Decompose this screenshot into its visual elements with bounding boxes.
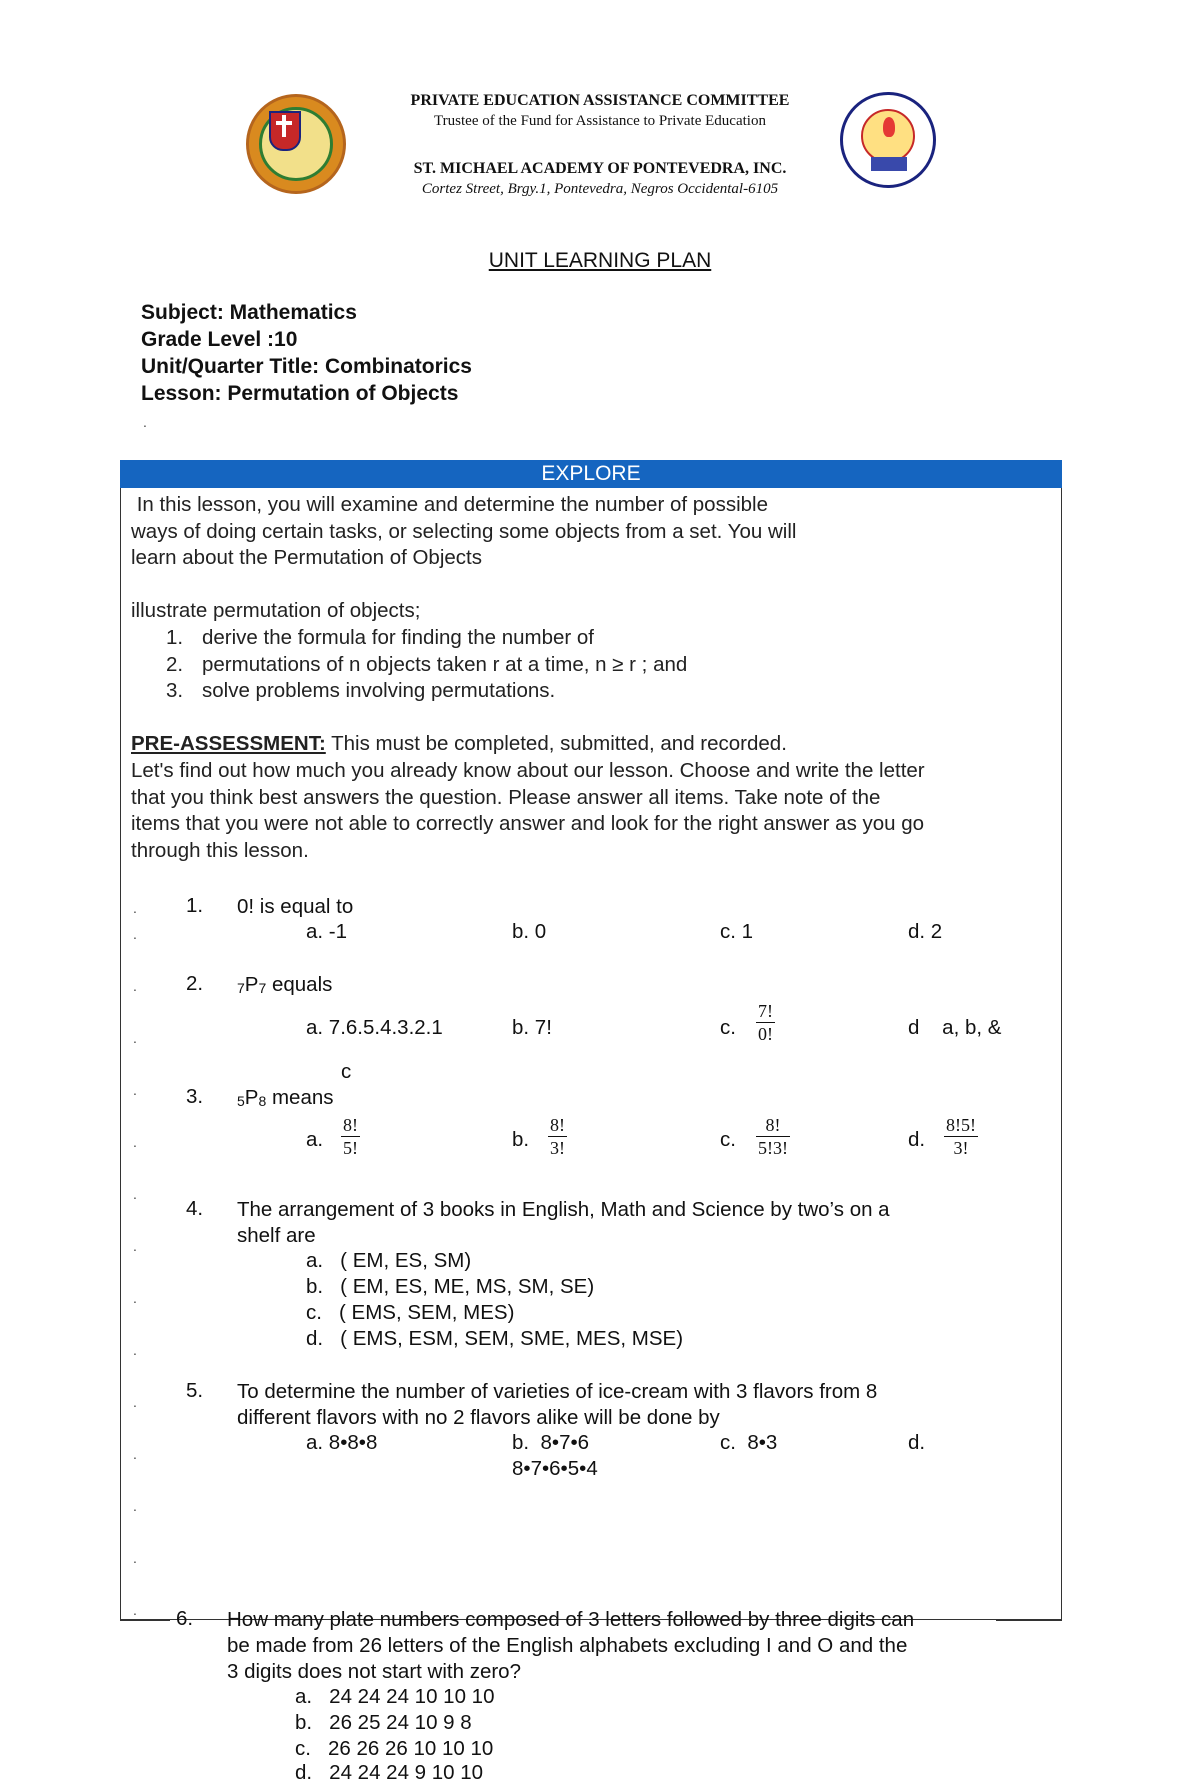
q3-option-d-fraction: $\frac{8!5!}{3!}$ bbox=[946, 1115, 976, 1158]
dot-mark: . bbox=[133, 1186, 137, 1202]
q1-option-d: d. 2 bbox=[908, 920, 943, 943]
q3-option-c: c. bbox=[720, 1128, 736, 1151]
objectives-list bbox=[166, 625, 687, 705]
q2-option-b: b. 7! bbox=[512, 1016, 552, 1039]
intro-line: learn about the Permutation of Objects bbox=[131, 546, 482, 569]
question-number: 2. bbox=[186, 972, 204, 995]
body-line: items that you were not able to correctly answer and look for the right answer as you go bbox=[131, 812, 925, 835]
grade-line: Grade Level :10 bbox=[141, 328, 298, 351]
dot-mark: . bbox=[133, 1602, 137, 1618]
q2-option-c-fraction: $\frac{7!}{0!}$ bbox=[758, 1001, 773, 1044]
school-address: Cortez Street, Brgy.1, Pontevedra, Negros Occidental-6105 bbox=[421, 181, 779, 197]
dot-mark: . bbox=[133, 978, 137, 994]
explore-intro bbox=[131, 492, 796, 572]
dot-mark: . bbox=[133, 1550, 137, 1566]
objective-item: 2. permutations of n objects taken r at a time, n ≥ r ; and bbox=[166, 652, 688, 676]
dot-mark: . bbox=[133, 1238, 137, 1254]
q2-option-a: a. 7.6.5.4.3.2.1 bbox=[306, 1016, 443, 1039]
question-number: 5. bbox=[186, 1379, 204, 1402]
dot-mark: . bbox=[133, 1394, 137, 1410]
q6-option-c: c. 26 26 26 10 10 10 bbox=[295, 1737, 494, 1760]
question-number: 6. bbox=[176, 1607, 194, 1630]
q4-option-b: b. ( EM, ES, ME, MS, SM, SE) bbox=[306, 1275, 595, 1298]
pre-assessment-note: This must be completed, submitted, and recorded. bbox=[325, 732, 787, 755]
q5-option-d-continued: 8•7•6•5•4 bbox=[512, 1457, 598, 1480]
question-number: 1. bbox=[186, 894, 204, 917]
q6-option-b: b. 26 25 24 10 9 8 bbox=[295, 1711, 472, 1734]
dot-mark: . bbox=[143, 414, 147, 430]
body-line: that you think best answers the question. Please answer all items. Take note of the bbox=[131, 785, 881, 809]
lesson-line: Lesson: Permutation of Objects bbox=[141, 382, 459, 405]
q1-option-a: a. -1 bbox=[306, 920, 348, 943]
question-number: 4. bbox=[186, 1197, 204, 1220]
q3-option-a-fraction: $\frac{8!}{5!}$ bbox=[343, 1115, 358, 1158]
rule-left bbox=[120, 1620, 170, 1621]
q3-option-b-fraction: $\frac{8!}{3!}$ bbox=[550, 1115, 565, 1158]
school-name: ST. MICHAEL ACADEMY OF PONTEVEDRA, INC. bbox=[413, 160, 787, 177]
q3-option-c-fraction: $\frac{8!}{5!3!}$ bbox=[758, 1115, 788, 1158]
rule-right bbox=[996, 1620, 1062, 1621]
q2-option-c: c. bbox=[720, 1016, 736, 1039]
question-6-text: How many plate numbers composed of 3 letters followed by three digits can be made from 26 letters of the English alphabets excluding I and O and the 3 digits does not start with zero? bbox=[227, 1608, 915, 1683]
pre-assessment-label: PRE-ASSESSMENT: bbox=[131, 732, 326, 755]
q5-option-b: b. 8•7•6 bbox=[512, 1431, 590, 1454]
objective-item: 3. solve problems involving permutations. bbox=[166, 679, 556, 702]
intro-line: ways of doing certain tasks, or selecting some objects from a set. You will bbox=[131, 519, 797, 543]
body-line: through this lesson. bbox=[131, 838, 309, 862]
dot-mark: . bbox=[133, 1030, 137, 1046]
explore-heading: EXPLORE bbox=[120, 460, 1062, 488]
q4-option-d: d. ( EMS, ESM, SEM, SME, MES, MSE) bbox=[306, 1327, 684, 1350]
dot-mark: . bbox=[133, 1342, 137, 1358]
body-line: Let's find out how much you already know about our lesson. Choose and write the letter bbox=[131, 759, 925, 782]
q2-option-d-continued: c bbox=[341, 1060, 352, 1083]
q1-option-b: b. 0 bbox=[512, 920, 547, 943]
q4-option-c: c. ( EMS, SEM, MES) bbox=[306, 1301, 515, 1324]
org-name: PRIVATE EDUCATION ASSISTANCE COMMITTEE bbox=[410, 92, 790, 109]
q1-option-c: c. 1 bbox=[720, 920, 754, 943]
intro-line: In this lesson, you will examine and determine the number of possible bbox=[131, 493, 768, 516]
page-title: UNIT LEARNING PLAN bbox=[488, 249, 712, 272]
pre-assessment-body bbox=[131, 758, 925, 864]
dot-mark: . bbox=[133, 1134, 137, 1150]
q4-option-a: a. ( EM, ES, SM) bbox=[306, 1249, 472, 1272]
q6-option-a: a. 24 24 24 10 10 10 bbox=[295, 1685, 495, 1708]
unit-line: Unit/Quarter Title: Combinatorics bbox=[141, 355, 472, 378]
org-subtitle: Trustee of the Fund for Assistance to Private Education bbox=[434, 113, 766, 129]
objective-item: 1. derive the formula for finding the number of bbox=[166, 626, 594, 649]
dot-mark: . bbox=[133, 900, 137, 916]
objectives-lead: illustrate permutation of objects; bbox=[131, 599, 421, 622]
q3-option-b: b. bbox=[512, 1128, 530, 1151]
dot-mark: . bbox=[133, 1498, 137, 1514]
q2-option-d: d a, b, & bbox=[908, 1016, 1002, 1039]
dot-mark: . bbox=[133, 1446, 137, 1462]
question-1-text: 0! is equal to bbox=[237, 895, 354, 918]
q3-option-d: d. bbox=[908, 1128, 926, 1151]
question-2-text: 7P7 equals bbox=[237, 973, 333, 996]
pre-assessment-heading bbox=[131, 731, 787, 758]
dot-mark: . bbox=[133, 1290, 137, 1306]
q3-option-a: a. bbox=[306, 1128, 324, 1151]
q5-option-c: c. 8•3 bbox=[720, 1431, 778, 1454]
question-number: 3. bbox=[186, 1085, 204, 1108]
question-4-text: The arrangement of 3 books in English, Math and Science by two’s on a shelf are bbox=[237, 1198, 890, 1247]
q5-option-d: d. bbox=[908, 1431, 926, 1454]
question-5-text: To determine the number of varieties of ice-cream with 3 flavors from 8 different flavors with no 2 flavors alike will be done by bbox=[237, 1380, 878, 1429]
question-3-text: 5P8 means bbox=[237, 1086, 334, 1109]
subject-line: Subject: Mathematics bbox=[141, 301, 357, 324]
q6-option-d: d. 24 24 24 9 10 10 bbox=[295, 1761, 484, 1784]
dot-mark: . bbox=[133, 926, 137, 942]
dot-mark: . bbox=[133, 1082, 137, 1098]
q5-option-a: a. 8•8•8 bbox=[306, 1431, 378, 1454]
lesson-meta bbox=[141, 299, 472, 407]
